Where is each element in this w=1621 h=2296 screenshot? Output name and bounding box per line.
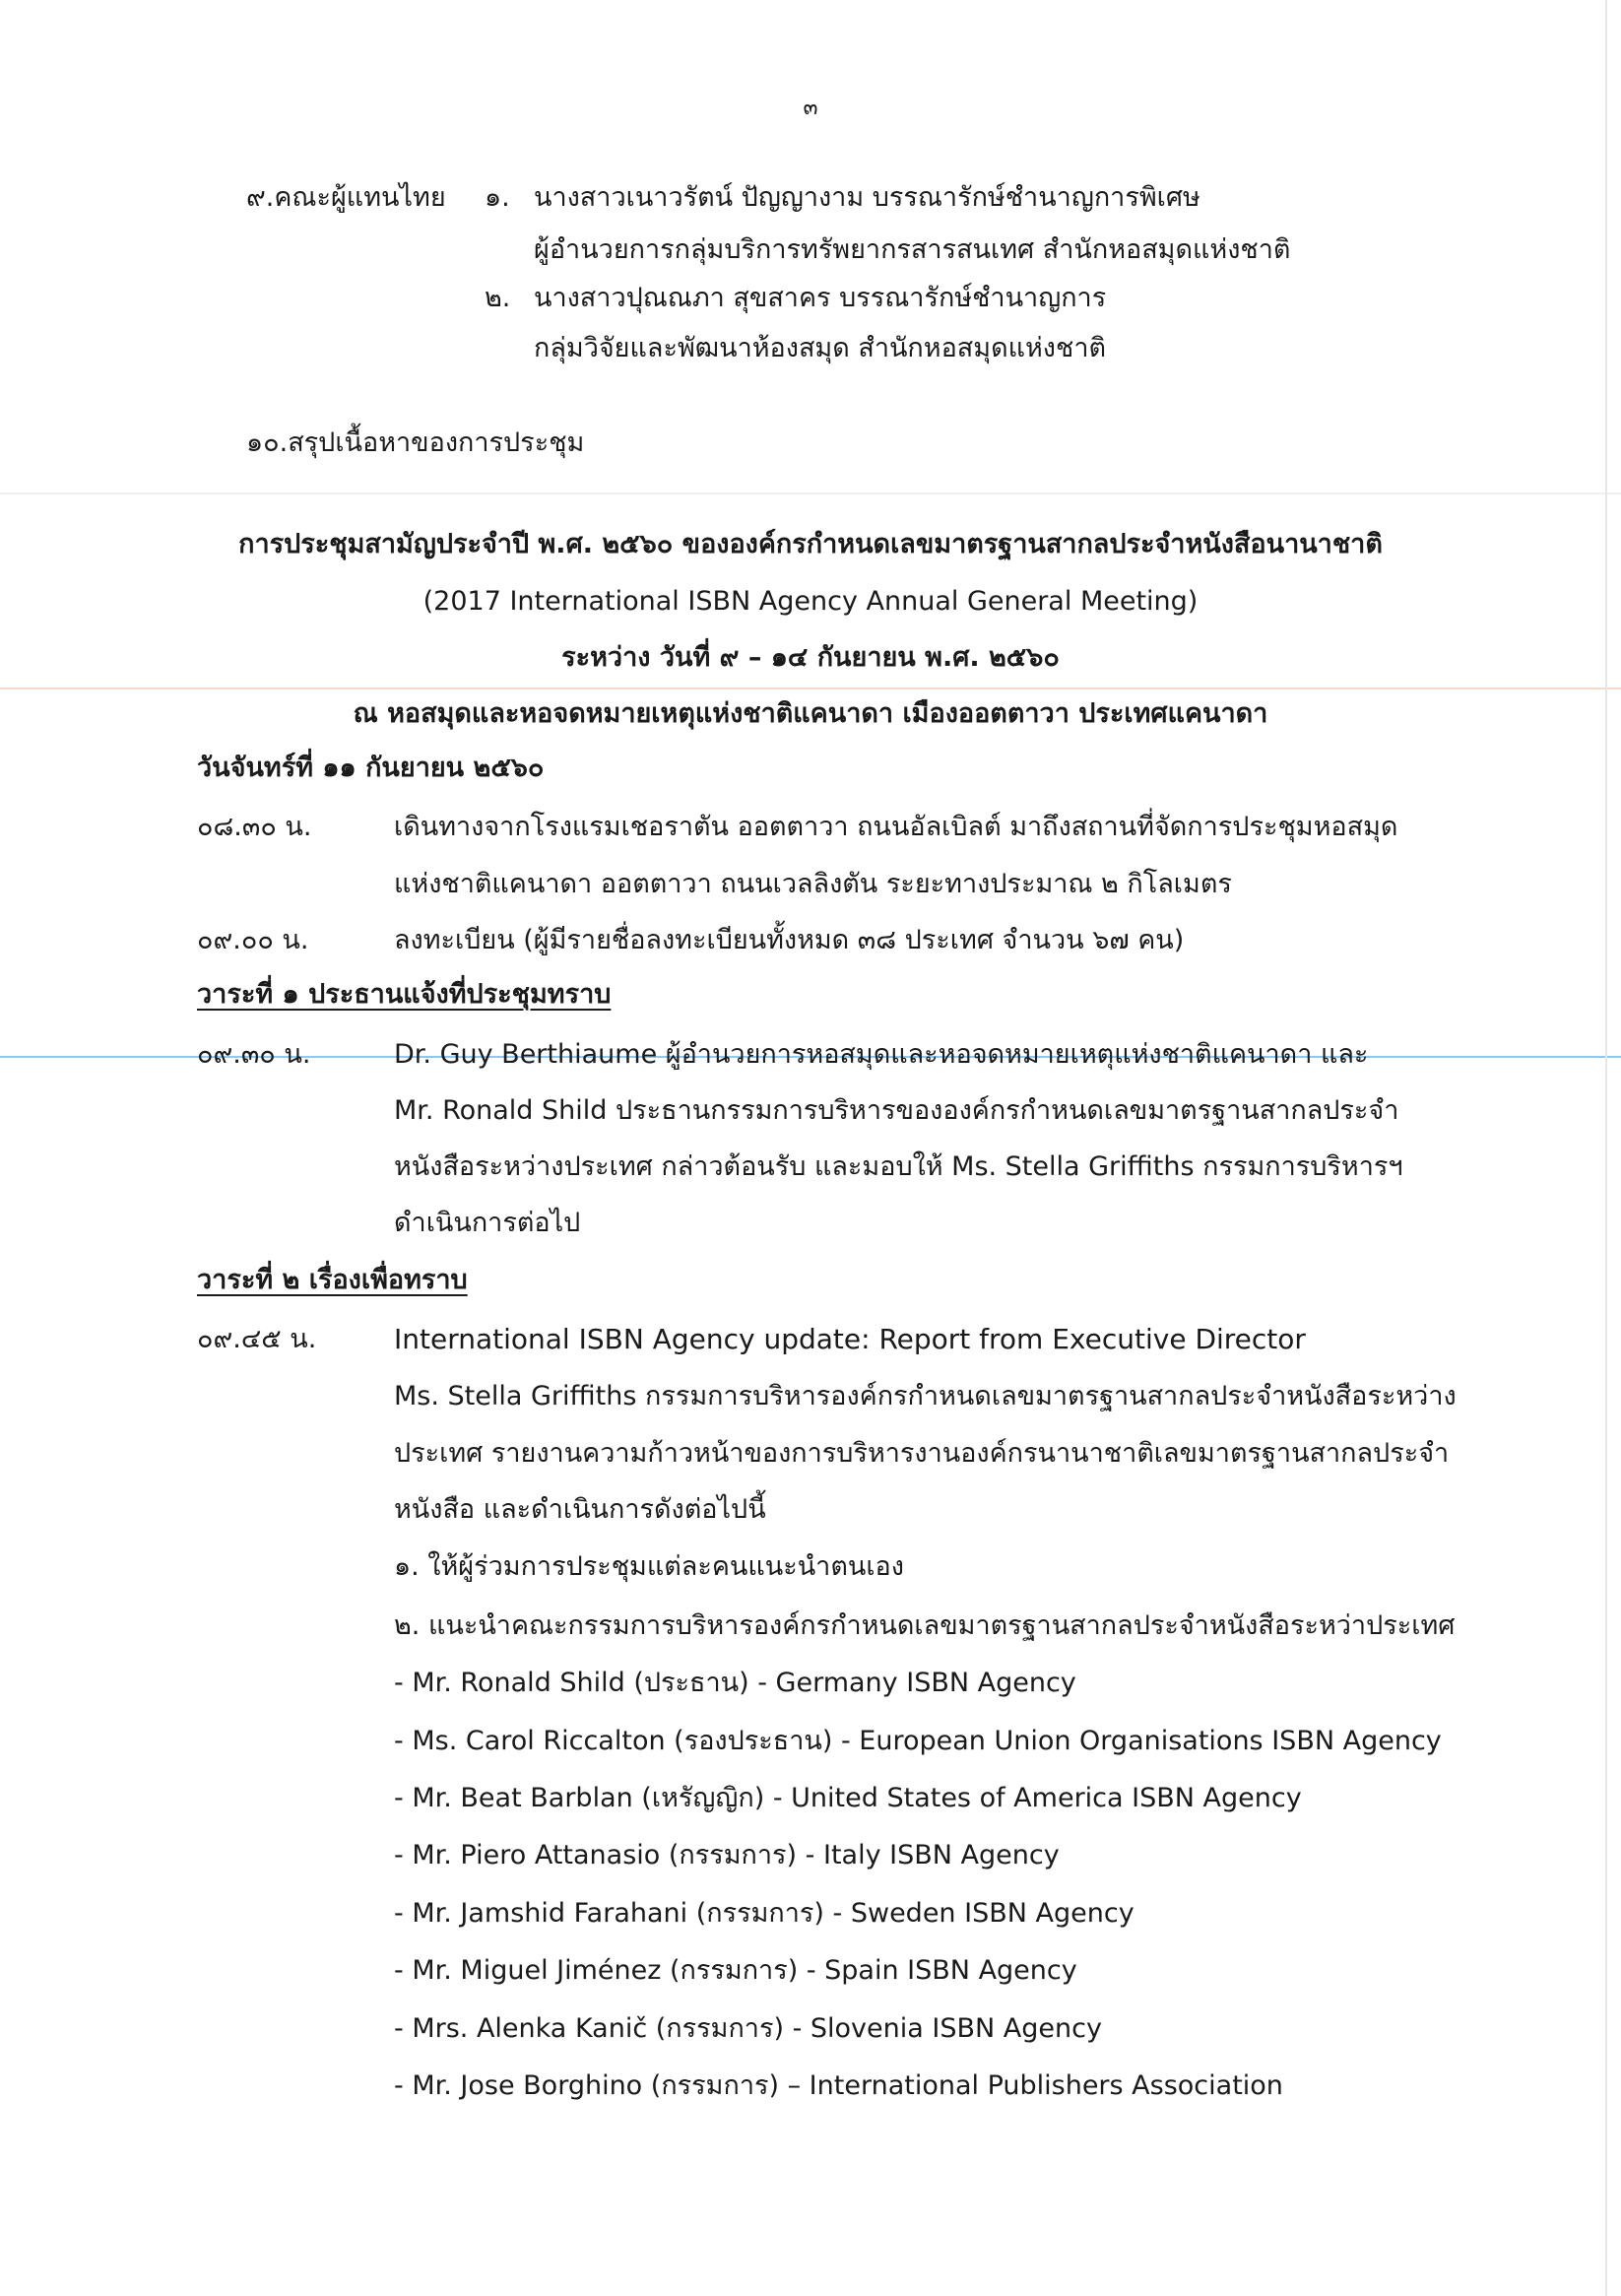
- meeting-title-english: (2017 International ISBN Agency Annual General Meeting): [422, 586, 1199, 617]
- board-member: - Mr. Piero Attanasio (กรรมการ) - Italy ISBN Agency: [394, 1840, 1060, 1870]
- agenda-1-heading: วาระที่ ๑ ประธานแจ้งที่ประชุมทราบ: [197, 979, 612, 1010]
- board-member: - Mrs. Alenka Kanič (กรรมการ) - Slovenia ISBN Agency: [394, 2013, 1102, 2044]
- delegation-member-index: ๑.: [485, 182, 510, 213]
- scan-line-peach: [0, 688, 1621, 689]
- agenda-1-line: หนังสือระหว่างประเทศ กล่าวต้อนรับ และมอบให้ Ms. Stella Griffiths กรรมการบริหารฯ: [394, 1151, 1403, 1182]
- board-member: - Mr. Beat Barblan (เหรัญญิก) - United States of America ISBN Agency: [394, 1783, 1302, 1813]
- schedule-time: ๐๙.๐๐ น.: [197, 925, 309, 955]
- delegation-heading: ๙.คณะผู้แทนไทย: [246, 182, 446, 213]
- board-member: - Mr. Miguel Jiménez (กรรมการ) - Spain ISBN Agency: [394, 1955, 1077, 1986]
- board-member: - Mr. Jose Borghino (กรรมการ) – International Publishers Association: [394, 2070, 1283, 2101]
- agenda-1-line: Dr. Guy Berthiaume ผู้อำนวยการหอสมุดและหอจดหมายเหตุแห่งชาติแคนาดา และ: [394, 1039, 1369, 1070]
- agenda-2-topic: International ISBN Agency update: Report from Executive Director: [394, 1323, 1306, 1355]
- board-member: - Mr. Ronald Shild (ประธาน) - Germany ISBN Agency: [394, 1668, 1076, 1698]
- page-edge-line: [1605, 0, 1607, 2296]
- page-number: ๓: [803, 96, 818, 120]
- agenda-2-time: ๐๙.๔๕ น.: [197, 1324, 317, 1354]
- agenda-1-line: Mr. Ronald Shild ประธานกรรมการบริหารขององค์กรกำหนดเลขมาตรฐานสากลประจำ: [394, 1095, 1399, 1126]
- summary-heading: ๑๐.สรุปเนื้อหาของการประชุม: [246, 427, 585, 458]
- agenda-2-line: ประเทศ รายงานความก้าวหน้าของการบริหารงานองค์กรนานาชาติเลขมาตรฐานสากลประจำ: [394, 1438, 1450, 1469]
- scan-line-gray: [0, 492, 1621, 494]
- agenda-1-line: ดำเนินการต่อไป: [394, 1208, 581, 1238]
- meeting-venue: ณ หอสมุดและหอจดหมายเหตุแห่งชาติแคนาดา เมืองออตตาวา ประเทศแคนาดา: [353, 698, 1268, 729]
- delegation-member-position: กลุ่มวิจัยและพัฒนาห้องสมุด สำนักหอสมุดแห่งชาติ: [534, 333, 1107, 363]
- agenda-2-heading: วาระที่ ๒ เรื่องเพื่อทราบ: [197, 1265, 468, 1295]
- agenda-2-line: Ms. Stella Griffiths กรรมการบริหารองค์กรกำหนดเลขมาตรฐานสากลประจำหนังสือระหว่าง: [394, 1381, 1457, 1411]
- agenda-2-step: ๒. แนะนำคณะกรรมการบริหารองค์กรกำหนดเลขมาตรฐานสากลประจำหนังสือระหว่าประเทศ: [394, 1610, 1456, 1641]
- agenda-1-time: ๐๙.๓๐ น.: [197, 1039, 311, 1070]
- schedule-time: ๐๘.๓๐ น.: [197, 812, 312, 842]
- meeting-dates: ระหว่าง วันที่ ๙ – ๑๔ กันยายน พ.ศ. ๒๕๖๐: [561, 642, 1060, 673]
- board-member: - Ms. Carol Riccalton (รองประธาน) - European Union Organisations ISBN Agency: [394, 1726, 1442, 1756]
- agenda-2-step: ๑. ให้ผู้ร่วมการประชุมแต่ละคนแนะนำตนเอง: [394, 1551, 904, 1582]
- meeting-title-thai: การประชุมสามัญประจำปี พ.ศ. ๒๕๖๐ ขององค์กรกำหนดเลขมาตรฐานสากลประจำหนังสือนานาชาติ: [238, 529, 1383, 559]
- schedule-line: เดินทางจากโรงแรมเชอราตัน ออตตาวา ถนนอัลเบิลต์ มาถึงสถานที่จัดการประชุมหอสมุด: [394, 812, 1398, 842]
- day-heading: วันจันทร์ที่ ๑๑ กันยายน ๒๕๖๐: [197, 753, 545, 783]
- schedule-line: แห่งชาติแคนาดา ออตตาวา ถนนเวลลิงตัน ระยะทางประมาณ ๒ กิโลเมตร: [394, 869, 1232, 899]
- delegation-member-position: ผู้อำนวยการกลุ่มบริการทรัพยากรสารสนเทศ สำนักหอสมุดแห่งชาติ: [534, 234, 1291, 265]
- delegation-member-name: นางสาวปุณณภา สุขสาคร บรรณารักษ์ชำนาญการ: [534, 283, 1107, 313]
- board-member: - Mr. Jamshid Farahani (กรรมการ) - Sweden ISBN Agency: [394, 1898, 1135, 1929]
- delegation-member-index: ๒.: [485, 283, 511, 313]
- schedule-line: ลงทะเบียน (ผู้มีรายชื่อลงทะเบียนทั้งหมด ๓๘ ประเทศ จำนวน ๖๗ คน): [394, 925, 1185, 955]
- agenda-2-line: หนังสือ และดำเนินการดังต่อไปนี้: [394, 1494, 766, 1525]
- delegation-member-name: นางสาวเนาวรัตน์ ปัญญางาม บรรณารักษ์ชำนาญการพิเศษ: [534, 182, 1200, 213]
